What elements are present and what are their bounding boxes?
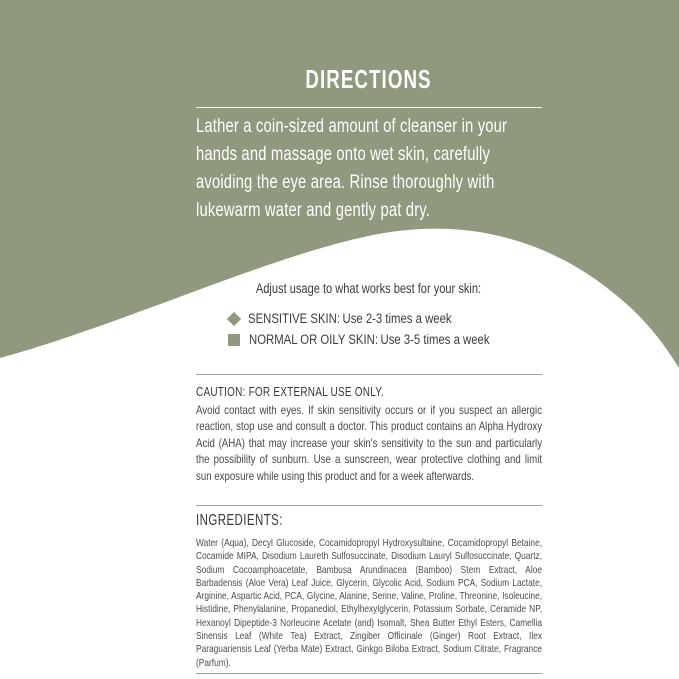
usage-item-value: Use 2-3 times a week bbox=[342, 311, 452, 326]
square-bullet-icon bbox=[228, 334, 240, 346]
divider bbox=[196, 374, 542, 375]
usage-item-label: NORMAL OR OILY SKIN: bbox=[249, 332, 378, 347]
usage-intro: Adjust usage to what works best for your skin: bbox=[255, 281, 482, 296]
usage-item-text bbox=[248, 311, 452, 326]
divider bbox=[196, 505, 542, 506]
usage-item-normal-oily-skin bbox=[228, 329, 648, 350]
ingredients-heading: INGREDIENTS: bbox=[196, 512, 283, 529]
usage-item-value: Use 3-5 times a week bbox=[380, 332, 490, 347]
directions-title: DIRECTIONS bbox=[305, 64, 432, 94]
divider bbox=[196, 673, 542, 674]
ingredients-text: Water (Aqua), Decyl Glucoside, Cocamidopropyl Hydroxysultaine, Cocamidopropyl Betaine, Cocamide MIPA, Disodium Laureth Sulfosuccinate, Disodium Lauryl Sulfosuccinate, Quartz, Sodium Cocoamphoacetate, Bambusa Arundinacea (Bamboo) Stem Extract, Aloe Barbadensis (Aloe Vera) Leaf Juice, Glycerin, Glycolic Acid, Sodium PCA, Sodium Lactate, Arginine, Aspartic Acid, PCA, Glycine, Alanine, Serine, Valine, Proline, Threonine, Isoleucine, Histidine, Phenylalanine, Propanediol, Ethylhexylglycerin, Potassium Sorbate, Ceramide NP, Hexanoyl Dipeptide-3 Norleucine Acetate (and) Isomalt, Shea Butter Ethyl Esters, Camellia Sinensis Leaf (White Tea) Extract, Zingiber Officinale (Ginger) Root Extract, Ilex Paraguariensis Leaf (Yerba Mate) Extract, Ginkgo Biloba Extract, Sodium Citrate, Fragrance (Parfum). bbox=[196, 538, 543, 669]
title-underline bbox=[196, 107, 542, 108]
diamond-bullet-icon bbox=[227, 311, 241, 325]
usage-item-label: SENSITIVE SKIN: bbox=[248, 311, 341, 326]
usage-item-sensitive-skin bbox=[228, 308, 648, 329]
usage-item-text bbox=[249, 332, 490, 347]
directions-text: Lather a coin-sized amount of cleanser in your hands and massage onto wet skin, carefully avoiding the eye area. Rinse thoroughly with lukewarm water and gently pat dry. bbox=[196, 116, 508, 221]
caution-text: Avoid contact with eyes. If skin sensitivity occurs or if you suspect an allergic reaction, stop use and consult a doctor. This product contains an Alpha Hydroxy Acid (AHA) that may increase your skin's sensitivity to the sun and particularly the possibility of sunburn. Use a sunscreen, wear protective clothing and limit sun exposure while using this product and for a week afterwards. bbox=[196, 403, 543, 483]
usage-list bbox=[228, 308, 648, 350]
caution-heading: CAUTION: FOR EXTERNAL USE ONLY. bbox=[196, 384, 384, 399]
